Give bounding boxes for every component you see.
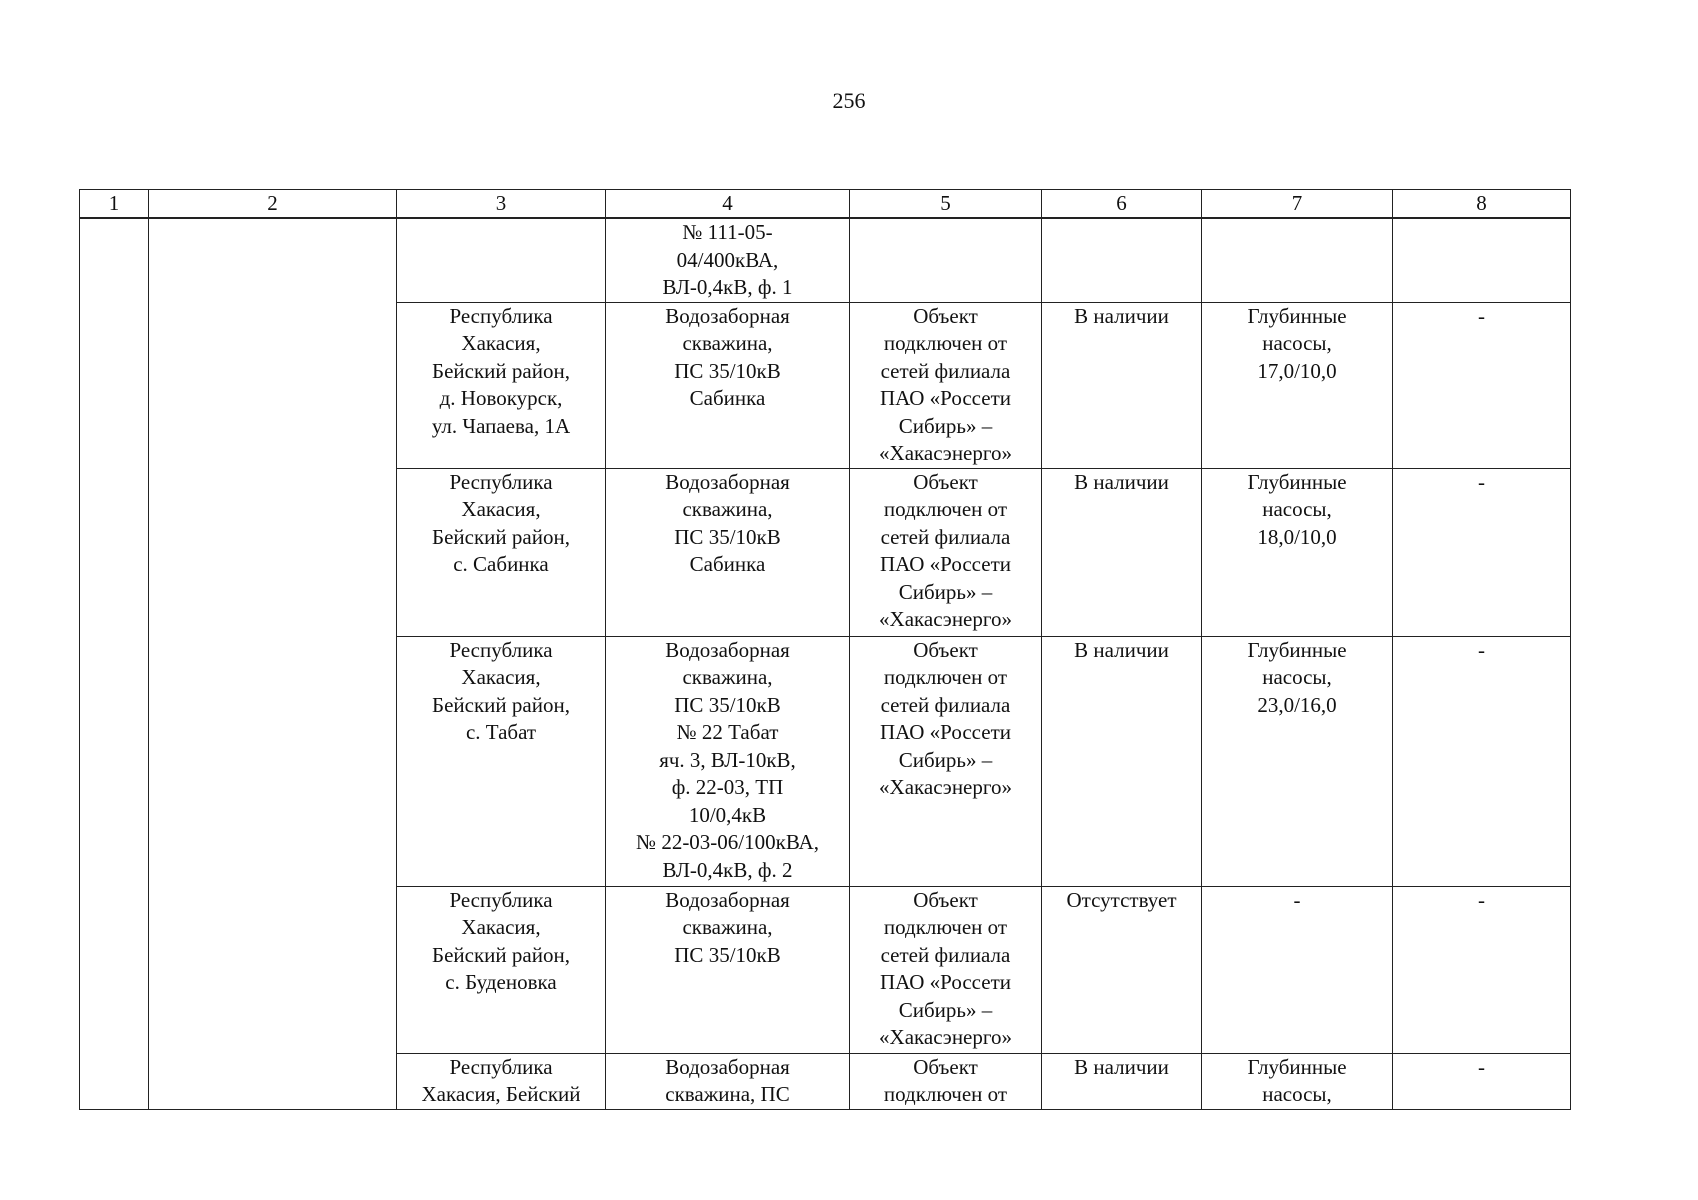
header-col-3: 3 — [397, 190, 606, 219]
cell-connection — [850, 218, 1042, 302]
cell-col-8 — [1393, 218, 1571, 302]
header-col-2: 2 — [149, 190, 397, 219]
cell-connection: Объект подключен от сетей филиала ПАО «Россети Сибирь» – «Хакасэнерго» — [850, 468, 1042, 636]
cell-col-8: - — [1393, 636, 1571, 886]
data-table — [79, 189, 1571, 1110]
cell-equipment: Глубинные насосы, 17,0/10,0 — [1202, 302, 1393, 468]
cell-col-8: - — [1393, 1053, 1571, 1109]
header-col-4: 4 — [606, 190, 850, 219]
header-row — [80, 190, 1571, 219]
cell-availability: В наличии — [1042, 302, 1202, 468]
header-col-6: 6 — [1042, 190, 1202, 219]
cell-connection: Объект подключен от сетей филиала ПАО «Россети Сибирь» – «Хакасэнерго» — [850, 636, 1042, 886]
cell-object: № 111-05- 04/400кВА, ВЛ-0,4кВ, ф. 1 — [606, 218, 850, 302]
cell-address: Республика Хакасия, Бейский район, д. Новокурск, ул. Чапаева, 1А — [397, 302, 606, 468]
cell-address: Республика Хакасия, Бейский район, с. Сабинка — [397, 468, 606, 636]
cell-col-1 — [80, 218, 149, 1109]
cell-availability: Отсутствует — [1042, 886, 1202, 1053]
cell-equipment: Глубинные насосы, 23,0/16,0 — [1202, 636, 1393, 886]
cell-address: Республика Хакасия, Бейский — [397, 1053, 606, 1109]
cell-object: Водозаборная скважина, ПС — [606, 1053, 850, 1109]
cell-object: Водозаборная скважина, ПС 35/10кВ № 22 Табат яч. 3, ВЛ-10кВ, ф. 22-03, ТП 10/0,4кВ № 22-03-06/100кВА, ВЛ-0,4кВ, ф. 2 — [606, 636, 850, 886]
cell-col-2 — [149, 218, 397, 1109]
header-col-5: 5 — [850, 190, 1042, 219]
cell-col-8: - — [1393, 468, 1571, 636]
cell-equipment: Глубинные насосы, 18,0/10,0 — [1202, 468, 1393, 636]
cell-availability: В наличии — [1042, 1053, 1202, 1109]
cell-connection: Объект подключен от сетей филиала ПАО «Россети Сибирь» – «Хакасэнерго» — [850, 886, 1042, 1053]
cell-col-8: - — [1393, 302, 1571, 468]
cell-object: Водозаборная скважина, ПС 35/10кВ — [606, 886, 850, 1053]
cell-connection: Объект подключен от — [850, 1053, 1042, 1109]
cell-equipment: Глубинные насосы, — [1202, 1053, 1393, 1109]
table-row — [80, 218, 1571, 302]
cell-object: Водозаборная скважина, ПС 35/10кВ Сабинка — [606, 302, 850, 468]
cell-availability — [1042, 218, 1202, 302]
cell-address — [397, 218, 606, 302]
cell-address: Республика Хакасия, Бейский район, с. Буденовка — [397, 886, 606, 1053]
cell-equipment: - — [1202, 886, 1393, 1053]
header-col-7: 7 — [1202, 190, 1393, 219]
header-col-8: 8 — [1393, 190, 1571, 219]
header-col-1: 1 — [80, 190, 149, 219]
cell-connection: Объект подключен от сетей филиала ПАО «Россети Сибирь» – «Хакасэнерго» — [850, 302, 1042, 468]
page-number: 256 — [832, 88, 866, 113]
cell-equipment — [1202, 218, 1393, 302]
cell-col-8: - — [1393, 886, 1571, 1053]
cell-availability: В наличии — [1042, 636, 1202, 886]
cell-availability: В наличии — [1042, 468, 1202, 636]
cell-address: Республика Хакасия, Бейский район, с. Табат — [397, 636, 606, 886]
cell-object: Водозаборная скважина, ПС 35/10кВ Сабинка — [606, 468, 850, 636]
